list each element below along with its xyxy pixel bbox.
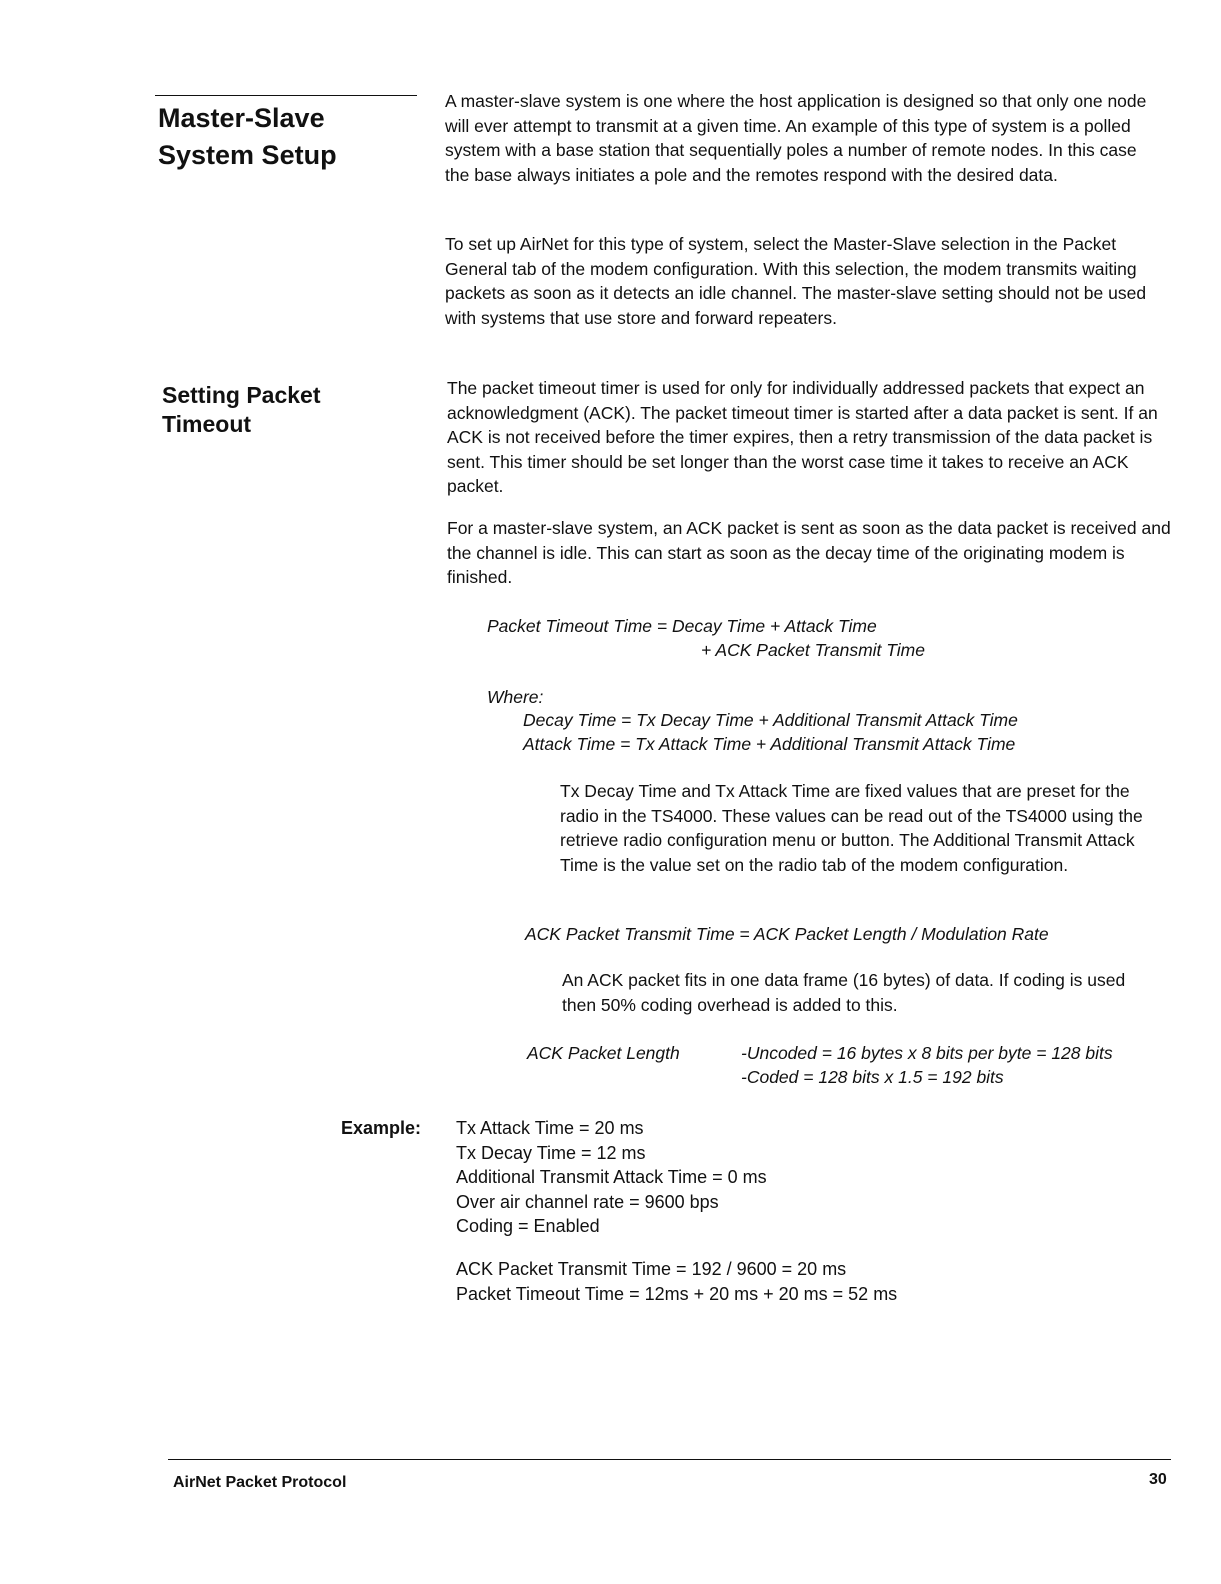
section1-heading-line2: System Setup: [158, 140, 337, 170]
note-tx-times: Tx Decay Time and Tx Attack Time are fixed values that are preset for the radio in the TS4000. These values can be read out of the TS4000 using the retrieve radio configuration menu or button. The Additional Transmit Attack Time is the value set on the radio tab of the modem configuration.: [560, 781, 1143, 875]
where-label: Where:: [487, 687, 544, 707]
ack-length-coded: -Coded = 128 bits x 1.5 = 192 bits: [741, 1067, 1004, 1087]
example-line: Coding = Enabled: [456, 1216, 600, 1236]
where-attack-time: Attack Time = Tx Attack Time + Additional Transmit Attack Time: [523, 734, 1016, 754]
section1-paragraph-1: A master-slave system is one where the host application is designed so that only one node will ever attempt to transmit at a given time. An example of this type of system is a polled system with a base station that sequentially poles a number of remote nodes. In this case the base always initiates a pole and the remotes respond with the desired data.: [445, 91, 1147, 185]
section1-paragraph-2: To set up AirNet for this type of system, select the Master-Slave selection in the Packet General tab of the modem configuration. With this selection, the modem transmits waiting packets as soon as it detects an idle channel. The master-slave setting should not be used with systems that use store and forward repeaters.: [445, 234, 1147, 328]
example-result-ack: ACK Packet Transmit Time = 192 / 9600 = 20 ms: [456, 1259, 847, 1279]
example-inputs: [456, 1116, 767, 1239]
note-ack-frame: An ACK packet fits in one data frame (16 bytes) of data. If coding is used then 50% coding overhead is added to this.: [562, 970, 1126, 1015]
footer-title: AirNet Packet Protocol: [173, 1474, 347, 1491]
example-label: Example:: [341, 1118, 422, 1138]
example-results: [456, 1257, 897, 1306]
ack-length-uncoded: -Uncoded = 16 bytes x 8 bits per byte = 128 bits: [741, 1043, 1113, 1063]
section2-heading-line2: Timeout: [162, 411, 252, 437]
section-rule: [155, 95, 417, 96]
example-line: Over air channel rate = 9600 bps: [456, 1191, 719, 1212]
page-number: 30: [1149, 1471, 1167, 1488]
example-line: Additional Transmit Attack Time = 0 ms: [456, 1167, 767, 1187]
where-decay-time: Decay Time = Tx Decay Time + Additional Transmit Attack Time: [523, 710, 1018, 730]
ack-length-label: ACK Packet Length: [527, 1043, 680, 1063]
section1-heading: [158, 100, 337, 174]
formula-ack-transmit-time: ACK Packet Transmit Time = ACK Packet Length / Modulation Rate: [525, 924, 1049, 944]
section2-paragraph-2: For a master-slave system, an ACK packet is sent as soon as the data packet is received and the channel is idle. This can start as soon as the decay time of the originating modem is finished.: [447, 518, 1171, 587]
section1-heading-line1: Master-Slave: [158, 103, 325, 133]
example-result-timeout: Packet Timeout Time = 12ms + 20 ms + 20 ms = 52 ms: [456, 1283, 898, 1304]
section2-heading: [162, 381, 321, 439]
formula-packet-timeout: Packet Timeout Time = Decay Time + Attack Time: [487, 616, 877, 636]
formula-packet-timeout-cont: + ACK Packet Transmit Time: [701, 640, 925, 660]
example-line: Tx Decay Time = 12 ms: [456, 1142, 646, 1163]
section2-paragraph-1: The packet timeout timer is used for only for individually addressed packets that expect an acknowledgment (ACK). The packet timeout timer is started after a data packet is sent. If an ACK is not received before the timer expires, then a retry transmission of the data packet is sent. This timer should be set longer than the worst case time it takes to receive an ACK packet.: [447, 378, 1158, 496]
example-line: Tx Attack Time = 20 ms: [456, 1118, 644, 1138]
footer-rule: [168, 1459, 1171, 1460]
section2-heading-line1: Setting Packet: [162, 382, 321, 408]
